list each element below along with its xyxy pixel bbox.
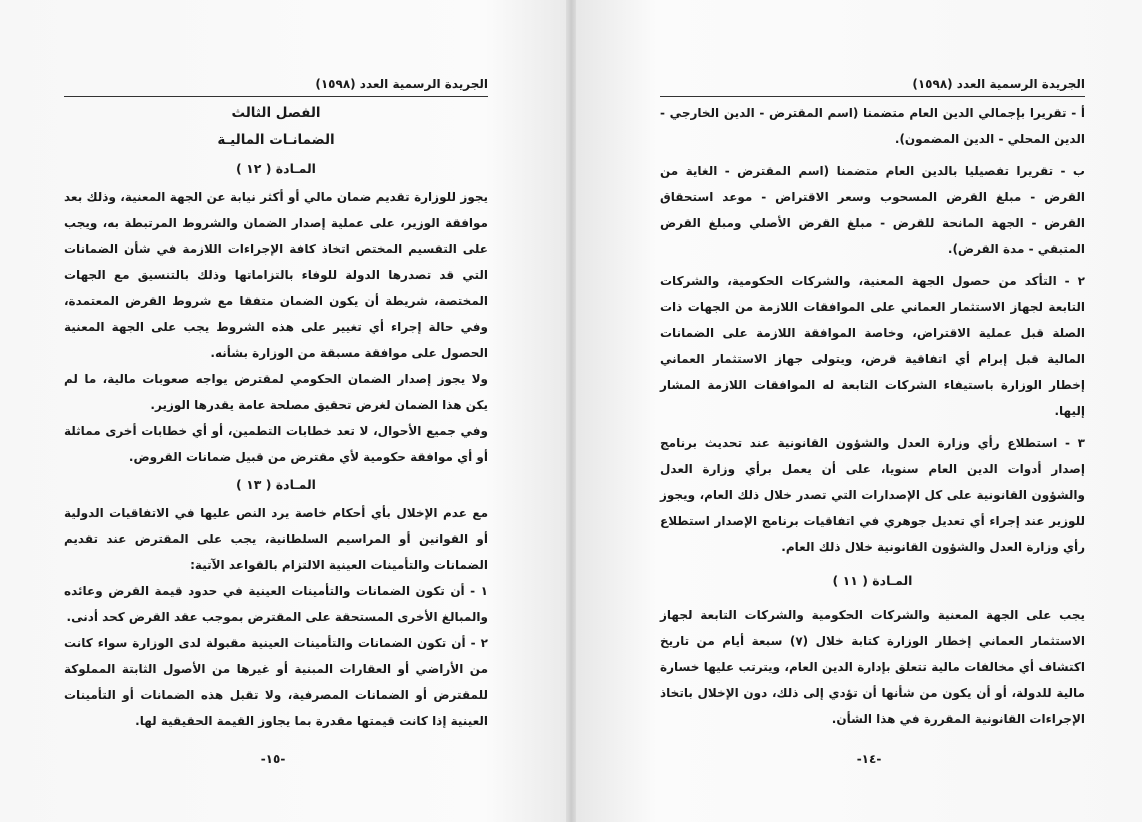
item-b: ب - تقريرا تفصيليا بالدين العام متضمنا (اسم المقترض - الغاية من القرض - مبلغ القرض المسحوب وسعر الاقتراض - موعد استحقاق القرض - الجهة المانحة للقرض - مبلغ القرض الأصلي ومبلغ القرض المتبقي - مدة القرض).	[660, 164, 1085, 256]
page-header: الجريدة الرسمية العدد (١٥٩٨)	[64, 76, 488, 97]
page-number: -١٥-	[260, 752, 286, 766]
chapter-title: الفصل الثالث	[231, 105, 321, 121]
page-content	[660, 100, 1085, 732]
article-12-paragraph-3: وفي جميع الأحوال، لا تعد خطابات التطمين، أو أي خطابات أخرى مماثلة أو أي موافقة حكومية لأي مقترض من قبيل ضمانات القروض.	[64, 424, 488, 464]
article-13-title: المـادة ( ١٣ )	[236, 477, 316, 492]
article-11-paragraph-1: يجب على الجهة المعنية والشركات الحكومية والشركات التابعة لجهاز الاستثمار العماني إخطار الوزارة كتابة خلال (٧) سبعة أيام من تاريخ اكتشاف أي مخالفات مالية تتعلق بإدارة الدين العام، ويترتب عليها خسارة مالية للدولة، أو أن يكون من شأنها أن تؤدي إلى ذلك، دون الإخلال باتخاذ الإجراءات القانونية المقررة في هذا الشأن.	[660, 608, 1085, 726]
item-2: ٢ - التأكد من حصول الجهة المعنية، والشركات الحكومية، والشركات التابعة لجهاز الاستثمار العماني على الموافقات اللازمة من الجهات ذات الصلة قبل عملية الاقتراض، وخاصة الموافقة اللازمة على الضمانات المالية قبل إبرام أي اتفاقية قرض، ويتولى جهاز الاستثمار العماني إخطار الوزارة باستيفاء الشركات التابعة له الموافقات اللازمة المشار إليها.	[660, 274, 1085, 418]
article-12-paragraph-1: يجوز للوزارة تقديم ضمان مالي أو أكثر نيابة عن الجهة المعنية، وذلك بعد موافقة الوزير، على عملية إصدار الضمان والشروط المرتبطة به، ويجب على التقسيم المختص اتخاذ كافة الإجراءات اللازمة في شأن الضمانات التي قد تصدرها الدولة للوفاء بالتزاماتها وذلك بالتنسيق مع الجهات المختصة، شريطة أن يكون الضمان متفقا مع شروط القرض المعتمدة، وفي حالة إجراء أي تغيير على هذه الشروط يجب على الجهة المعنية الحصول على موافقة مسبقة من الوزارة بشأنه.	[64, 190, 488, 360]
page-header: الجريدة الرسمية العدد (١٥٩٨)	[660, 76, 1085, 97]
page-content	[64, 100, 488, 734]
article-13-paragraph-1: مع عدم الإخلال بأي أحكام خاصة يرد النص عليها في الاتفاقيات الدولية أو القوانين أو المراسيم السلطانية، يجب على المقترض عند تقديم الضمانات والتأمينات العينية الالتزام بالقواعد الآتية:	[64, 506, 488, 572]
item-3: ٣ - استطلاع رأي وزارة العدل والشؤون القانونية عند تحديث برنامج إصدار أدوات الدين العام سنويا، على أن يعمل برأي وزارة العدل والشؤون القانونية على كل الإصدارات التي تصدر خلال ذلك العام، ويجوز للوزير عند إجراء أي تعديل جوهري في اتفاقيات برنامج الإصدار استطلاع رأي وزارة العدل والشؤون القانونية خلال ذلك العام.	[660, 436, 1085, 554]
item-a: أ - تقريرا بإجمالي الدين العام متضمنا (اسم المقترض - الدين الخارجي - الدين المحلي - الدين المضمون).	[660, 106, 1085, 146]
book-gutter	[566, 0, 576, 822]
article-11-title: المـادة ( ١١ )	[832, 573, 913, 588]
page-14	[571, 0, 1142, 822]
page-number: -١٤-	[856, 752, 882, 766]
article-12-paragraph-2: ولا يجوز إصدار الضمان الحكومي لمقترض يواجه صعوبات مالية، ما لم يكن هذا الضمان لغرض تحقيق مصلحة عامة يقدرها الوزير.	[64, 372, 488, 412]
article-13-item-2: ٢ - أن تكون الضمانات والتأمينات العينية مقبولة لدى الوزارة سواء كانت من الأراضي أو العقارات المبنية أو غيرها من الأصول الثابتة المملوكة للمقترض أو الضمانات المصرفية، ولا تقبل هذه الضمانات أو التأمينات العينية إذا كانت قيمتها مقدرة بما يجاوز القيمة الحقيقية لها.	[64, 636, 488, 728]
article-12-title: المـادة ( ١٢ )	[236, 161, 316, 176]
section-title: الضمانـات الماليـة	[217, 132, 335, 148]
article-13-item-1: ١ - أن تكون الضمانات والتأمينات العينية في حدود قيمة القرض وعائده والمبالغ الأخرى المستحقة على المقترض بموجب عقد القرض كحد أدنى.	[64, 584, 488, 624]
